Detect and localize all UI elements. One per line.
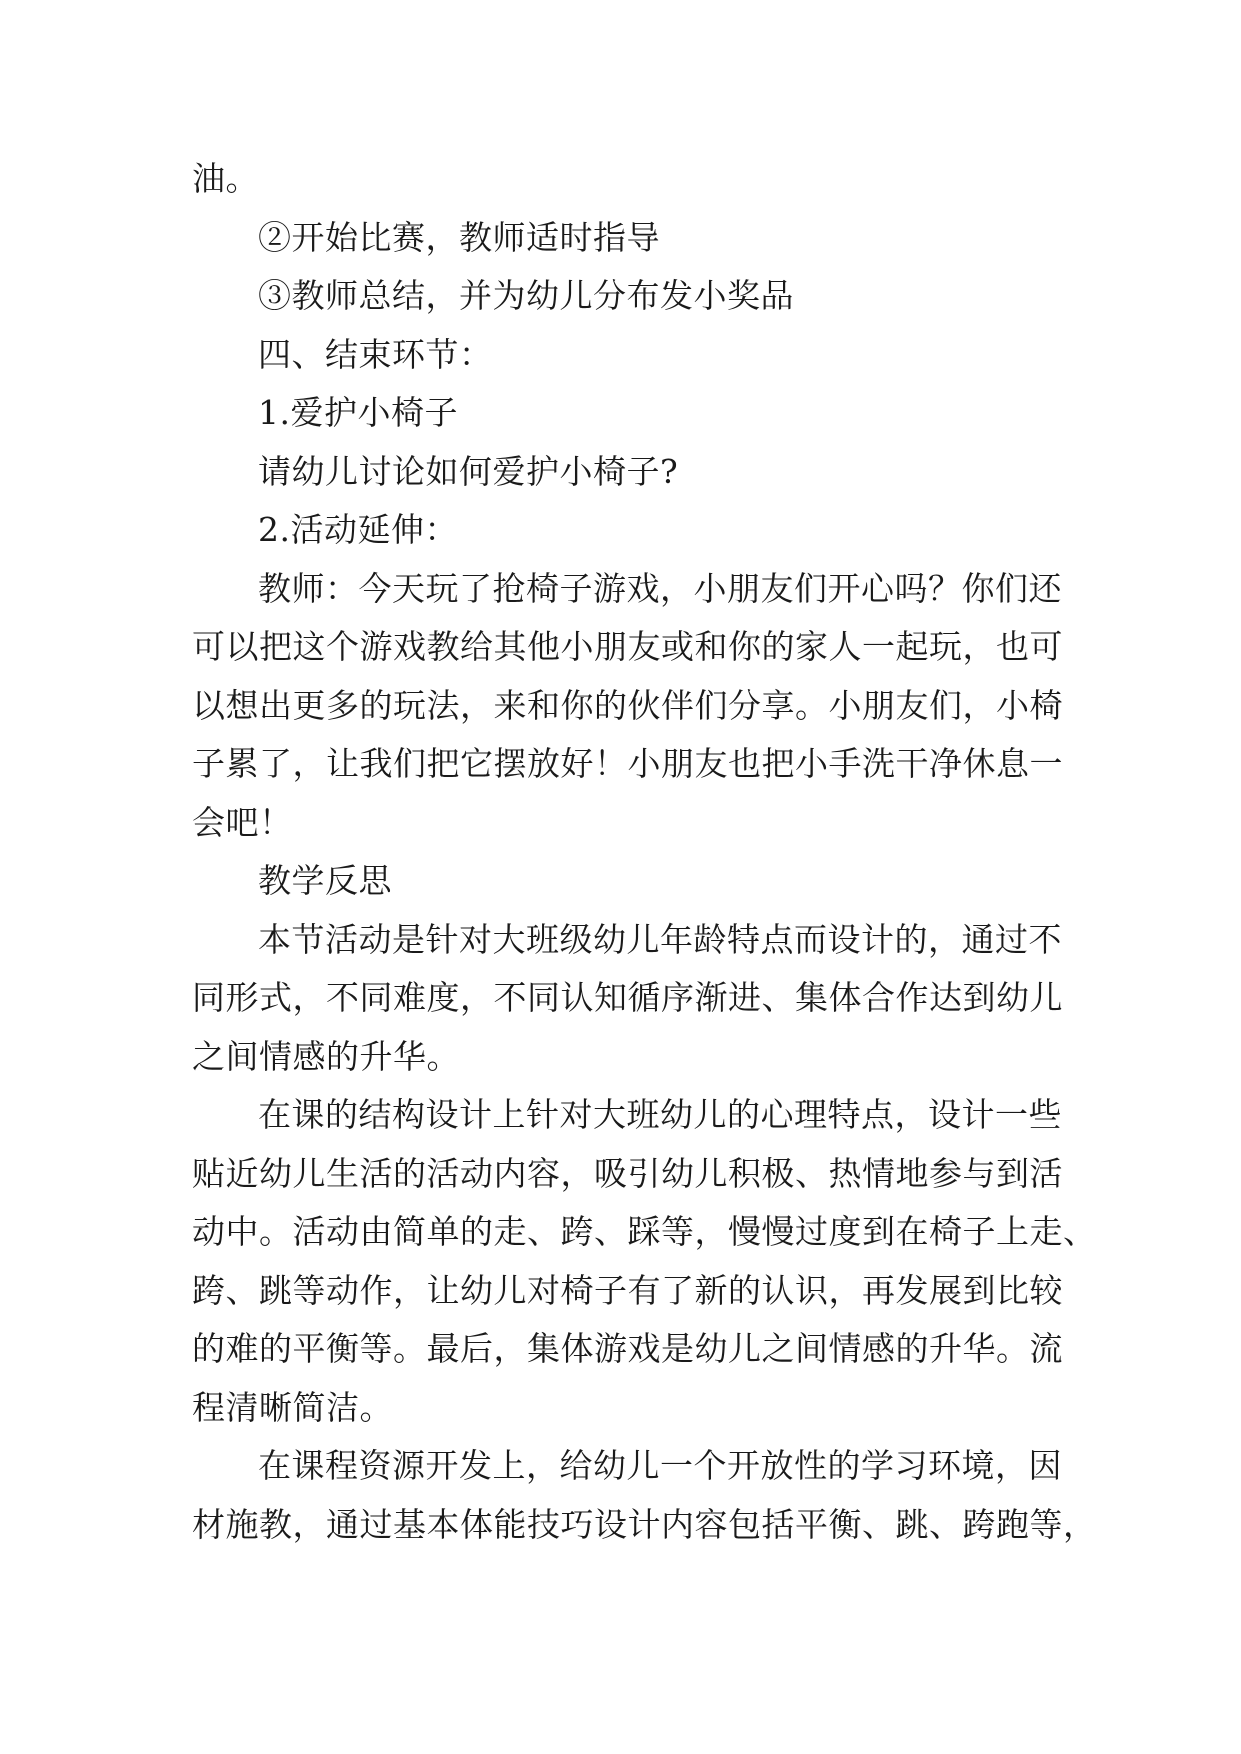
text-line: ②开始比赛，教师适时指导 bbox=[258, 217, 660, 257]
text-line: 请幼儿讨论如何爱护小椅子? bbox=[258, 451, 679, 491]
text-line: 可以把这个游戏教给其他小朋友或和你的家人一起玩，也可 bbox=[192, 627, 1063, 666]
text-line: 教师：今天玩了抢椅子游戏，小朋友们开心吗？你们还 bbox=[258, 568, 1062, 608]
text-line: 之间情感的升华。 bbox=[192, 1036, 460, 1076]
document-page bbox=[192, 150, 1097, 1554]
section-heading: 教学反思 bbox=[258, 861, 392, 900]
text-line: 材施教，通过基本体能技巧设计内容包括平衡、跳、跨跑等， bbox=[192, 1504, 1097, 1544]
text-line: 以想出更多的玩法，来和你的伙伴们分享。小朋友们，小椅 bbox=[192, 685, 1063, 725]
text-line: 程清晰简洁。 bbox=[192, 1387, 393, 1427]
section-heading: 四、结束环节： bbox=[258, 334, 493, 374]
text-line: ③教师总结，并为幼儿分布发小奖品 bbox=[258, 276, 794, 315]
text-line: 本节活动是针对大班级幼儿年龄特点而设计的，通过不 bbox=[258, 919, 1062, 959]
text-line: 油。 bbox=[192, 159, 259, 198]
text-line: 跨、跳等动作，让幼儿对椅子有了新的认识，再发展到比较 bbox=[192, 1270, 1063, 1310]
text-line: 同形式，不同难度，不同认知循序渐进、集体合作达到幼儿 bbox=[192, 978, 1063, 1017]
subsection-heading: 1.爱护小椅子 bbox=[258, 393, 458, 432]
text-line: 会吧！ bbox=[192, 802, 293, 842]
text-line: 在课程资源开发上，给幼儿一个开放性的学习环境，因 bbox=[258, 1446, 1062, 1485]
text-line: 子累了，让我们把它摆放好！小朋友也把小手洗干净休息一 bbox=[192, 744, 1063, 783]
text-line: 动中。活动由简单的走、跨、踩等，慢慢过度到在椅子上走、 bbox=[192, 1212, 1097, 1251]
subsection-heading: 2.活动延伸： bbox=[258, 510, 458, 549]
text-line: 在课的结构设计上针对大班幼儿的心理特点，设计一些 bbox=[258, 1095, 1062, 1134]
text-line: 的难的平衡等。最后，集体游戏是幼儿之间情感的升华。流 bbox=[192, 1329, 1063, 1368]
text-line: 贴近幼儿生活的活动内容，吸引幼儿积极、热情地参与到活 bbox=[192, 1153, 1063, 1193]
